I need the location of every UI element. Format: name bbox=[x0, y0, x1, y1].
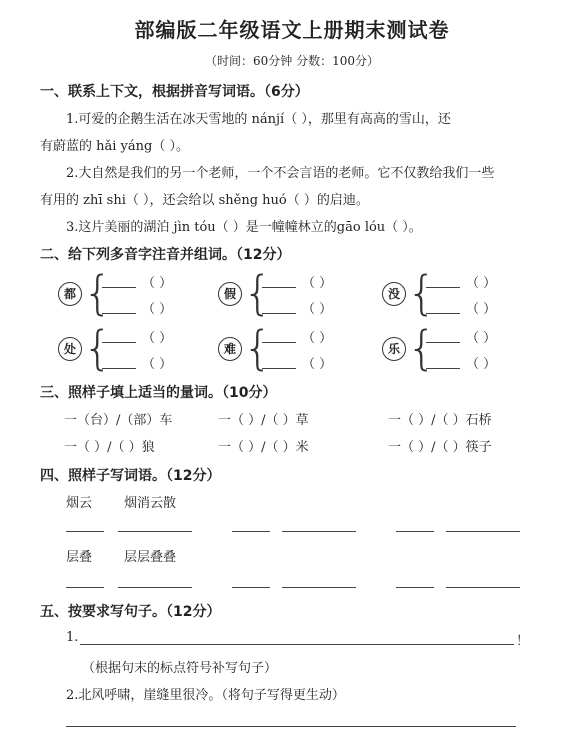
word-answer-line[interactable] bbox=[102, 368, 136, 369]
pinyin-parentheses[interactable]: （ ） bbox=[466, 357, 497, 372]
measure-word-item: 一（台）/（部）车 bbox=[64, 413, 173, 428]
q2-prompt: 2.北风呼啸，崖缝里很冷。（将句子写得更生动） bbox=[66, 688, 345, 703]
section-3-heading: 三、照样子填上适当的量词。（10分） bbox=[40, 385, 277, 401]
answer-line[interactable] bbox=[446, 531, 520, 532]
pinyin-parentheses[interactable]: （ ） bbox=[142, 357, 173, 372]
brace-icon: { bbox=[243, 266, 273, 320]
brace-icon: { bbox=[407, 321, 437, 375]
measure-word-item: 一（ ）/（ ）米 bbox=[218, 440, 309, 455]
word-answer-line[interactable] bbox=[102, 287, 136, 288]
word-answer-line[interactable] bbox=[102, 342, 136, 343]
q3-line: 3.这片美丽的湖泊 jìn tóu（ ）是一幢幢林立的gāo lóu（ ）。 bbox=[66, 220, 422, 235]
answer-line[interactable] bbox=[66, 587, 104, 588]
polyphone-char: 乐 bbox=[382, 337, 406, 361]
answer-line[interactable] bbox=[446, 587, 520, 588]
sentence-answer-line[interactable] bbox=[66, 726, 516, 727]
section-1-heading: 一、联系上下文，根据拼音写词语。（6分） bbox=[40, 84, 309, 100]
time-score-info: （时间：60分钟 分数：100分） bbox=[205, 54, 379, 68]
brace-icon: { bbox=[83, 321, 113, 375]
word-answer-line[interactable] bbox=[262, 313, 296, 314]
polyphone-char: 难 bbox=[218, 337, 242, 361]
example-word: 烟消云散 bbox=[124, 496, 177, 511]
word-answer-line[interactable] bbox=[262, 287, 296, 288]
q1-number: 1. bbox=[66, 630, 79, 645]
answer-line[interactable] bbox=[396, 587, 434, 588]
measure-word-item: 一（ ）/（ ）石桥 bbox=[388, 413, 492, 428]
word-answer-line[interactable] bbox=[262, 342, 296, 343]
answer-line[interactable] bbox=[396, 531, 434, 532]
section-2-heading: 二、给下列多音字注音并组词。（12分） bbox=[40, 247, 291, 263]
answer-line[interactable] bbox=[282, 531, 356, 532]
measure-word-item: 一（ ）/（ ）草 bbox=[218, 413, 309, 428]
word-answer-line[interactable] bbox=[426, 287, 460, 288]
brace-icon: { bbox=[243, 321, 273, 375]
word-answer-line[interactable] bbox=[426, 342, 460, 343]
pinyin-parentheses[interactable]: （ ） bbox=[466, 302, 497, 317]
measure-word-item: 一（ ）/（ ）筷子 bbox=[388, 440, 492, 455]
pinyin-parentheses[interactable]: （ ） bbox=[302, 331, 333, 346]
pinyin-parentheses[interactable]: （ ） bbox=[302, 276, 333, 291]
example-word: 层叠 bbox=[66, 550, 93, 565]
answer-line[interactable] bbox=[232, 587, 270, 588]
q2-line1: 2.大自然是我们的另一个老师，一个不会言语的老师。它不仅教给我们一些 bbox=[66, 166, 495, 181]
q1-line1: 1.可爱的企鹅生活在冰天雪地的 nánjí（ ），那里有高高的雪山，还 bbox=[66, 112, 451, 127]
answer-line[interactable] bbox=[282, 587, 356, 588]
q1-line2: 有蔚蓝的 hǎi yáng（ ）。 bbox=[40, 139, 189, 154]
answer-line[interactable] bbox=[118, 587, 192, 588]
polyphone-char: 假 bbox=[218, 282, 242, 306]
pinyin-parentheses[interactable]: （ ） bbox=[466, 331, 497, 346]
page-title: 部编版二年级语文上册期末测试卷 bbox=[134, 18, 450, 42]
measure-word-item: 一（ ）/（ ）狼 bbox=[64, 440, 155, 455]
polyphone-char: 都 bbox=[58, 282, 82, 306]
answer-line[interactable] bbox=[118, 531, 192, 532]
answer-line[interactable] bbox=[232, 531, 270, 532]
pinyin-parentheses[interactable]: （ ） bbox=[142, 276, 173, 291]
example-word: 层层叠叠 bbox=[124, 550, 177, 565]
q1-end-mark: ！ bbox=[516, 634, 530, 649]
word-answer-line[interactable] bbox=[102, 313, 136, 314]
q2-line2: 有用的 zhī shi（ ），还会给以 shěng huó（ ）的启迪。 bbox=[40, 193, 369, 208]
brace-icon: { bbox=[83, 266, 113, 320]
pinyin-parentheses[interactable]: （ ） bbox=[142, 331, 173, 346]
pinyin-parentheses[interactable]: （ ） bbox=[302, 357, 333, 372]
polyphone-char: 没 bbox=[382, 282, 406, 306]
word-answer-line[interactable] bbox=[426, 368, 460, 369]
polyphone-char: 处 bbox=[58, 337, 82, 361]
sentence-answer-line[interactable] bbox=[80, 644, 514, 645]
section-4-heading: 四、照样子写词语。（12分） bbox=[40, 468, 221, 484]
word-answer-line[interactable] bbox=[262, 368, 296, 369]
brace-icon: { bbox=[407, 266, 437, 320]
pinyin-parentheses[interactable]: （ ） bbox=[142, 302, 173, 317]
example-word: 烟云 bbox=[66, 496, 93, 511]
word-answer-line[interactable] bbox=[426, 313, 460, 314]
pinyin-parentheses[interactable]: （ ） bbox=[302, 302, 333, 317]
section-5-heading: 五、按要求写句子。（12分） bbox=[40, 604, 221, 620]
q1-hint: （根据句末的标点符号补写句子） bbox=[82, 661, 278, 676]
pinyin-parentheses[interactable]: （ ） bbox=[466, 276, 497, 291]
answer-line[interactable] bbox=[66, 531, 104, 532]
